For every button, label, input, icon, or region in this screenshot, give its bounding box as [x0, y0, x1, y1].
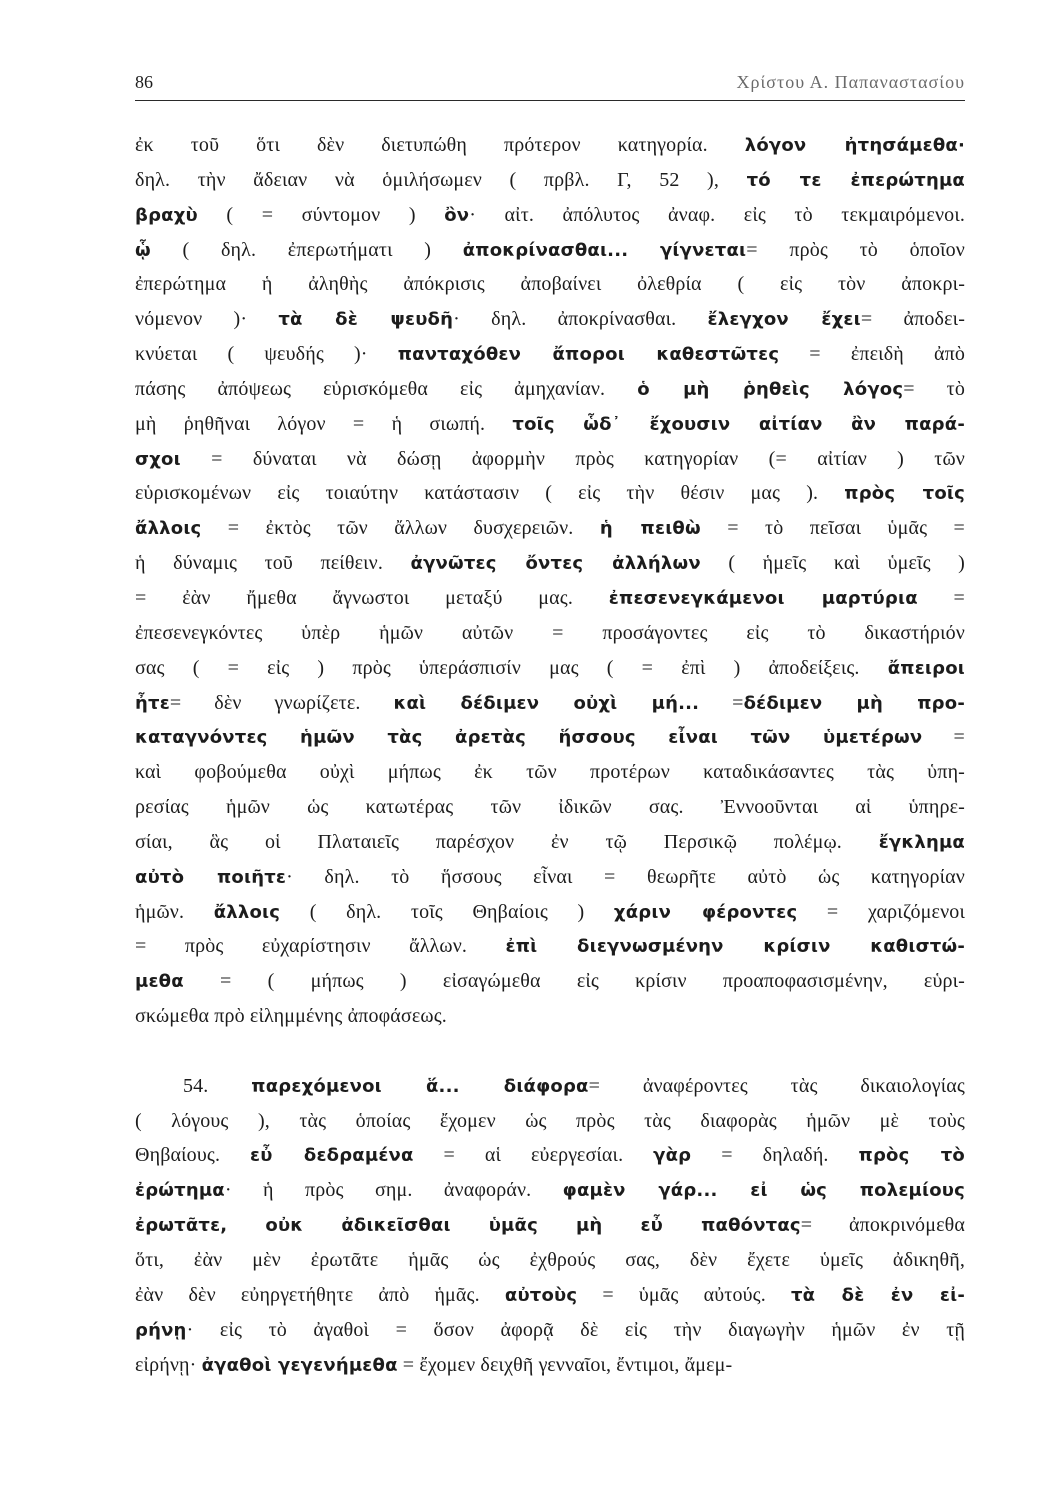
- gloss-text: = ἐκτὸς τῶν ἄλλων δυσχερειῶν.: [201, 517, 600, 540]
- gloss-text: καὶ φοβούμεθα οὐχὶ μήπως ἐκ τῶν προτέρων καταδικάσαντες τὰς ὑπη-: [135, 761, 965, 784]
- text-line: [135, 1243, 965, 1278]
- lemma-text: εὖ δεδραμένα: [250, 1145, 414, 1167]
- lemma-text: ἀγνῶτες ὄντες ἀλλήλων: [410, 553, 701, 575]
- gloss-text: σίαι, ἃς οἱ Πλαταιεῖς παρέσχον ἐν τῷ Περσικῷ πολέμῳ.: [135, 830, 879, 853]
- text-line: [135, 790, 965, 825]
- text-line: [135, 372, 965, 407]
- lemma-text: ἄλλοις: [213, 901, 281, 923]
- gloss-text: · αἰτ. ἀπόλυτος ἀναφ. εἰς τὸ τεκμαιρόμενοι.: [469, 203, 965, 226]
- lemma-text: πρὸς τοῖς: [844, 483, 965, 505]
- text-line: [135, 964, 965, 999]
- lemma-text: τὰ δὲ ψευδῆ: [278, 309, 454, 331]
- lemma-text: ἔλεγχον ἔχει: [707, 309, 861, 331]
- text-line: [135, 442, 965, 477]
- lemma-text: αὐτὸ ποιῆτε: [135, 866, 287, 888]
- text-line: [135, 929, 965, 964]
- gloss-text: = τὸ: [903, 377, 966, 400]
- lemma-text: τὰ δὲ ἐν εἰ-: [790, 1284, 965, 1306]
- gloss-text: = ἀναφέροντες τὰς δικαιολογίας: [588, 1074, 965, 1097]
- commentary-text: [135, 128, 965, 1382]
- text-line: [135, 1069, 965, 1104]
- lemma-text: ρήνῃ: [135, 1319, 187, 1341]
- gloss-text: ἐπερώτημα ἡ ἀληθὴς ἀπόκρισις ἀποβαίνει ὀλεθρία ( εἰς τὸν ἀποκρι-: [135, 273, 965, 296]
- gloss-text: · εἰς τὸ ἀγαθοὶ = ὅσον ἀφορᾷ δὲ εἰς τὴν διαγωγὴν ἡμῶν ἐν τῇ: [186, 1318, 965, 1341]
- text-line: [135, 546, 965, 581]
- gloss-text: ὅτι, ἐὰν μὲν ἐρωτᾶτε ἡμᾶς ὡς ἐχθρούς σας, δὲν ἔχετε ὑμεῖς ἀδικηθῆ,: [135, 1249, 965, 1271]
- lemma-text: ἐρώτημα: [135, 1180, 225, 1202]
- lemma-text: γὰρ: [653, 1145, 692, 1167]
- gloss-text: Θηβαίους.: [135, 1144, 251, 1167]
- text-line: [135, 198, 965, 233]
- text-line: [135, 825, 965, 860]
- gloss-text: ἡ δύναμις τοῦ πείθειν.: [135, 552, 411, 575]
- lemma-text: σχοι: [135, 448, 181, 470]
- running-head-author: Χρίστου Α. Παπαναστασίου: [736, 72, 965, 92]
- gloss-text: = ἔχομεν δειχθῆ γενναῖοι, ἔντιμοι, ἄμεμ-: [397, 1353, 733, 1376]
- text-line: [135, 1173, 965, 1208]
- text-line: [135, 581, 965, 616]
- gloss-text: δηλ. τὴν ἄδειαν νὰ ὁμιλήσωμεν ( πρβλ. Γ, 52 ),: [135, 168, 747, 191]
- text-line: [135, 511, 965, 546]
- lemma-text: γίγνεται: [659, 239, 747, 261]
- gloss-text: = πρὸς εὐχαρίστησιν ἄλλων.: [135, 935, 506, 958]
- gloss-text: ρεσίας ἡμῶν ὡς κατωτέρας τῶν ἰδικῶν σας. Ἐννοοῦνται αἱ ὑπηρε-: [135, 796, 965, 819]
- lemma-text: ἦτε: [135, 692, 170, 714]
- lemma-text: παρεχόμενοι ἅ... διάφορα: [251, 1075, 589, 1097]
- lemma-text: ἄλλοις: [135, 518, 202, 540]
- gloss-text: εἰρήνῃ·: [135, 1353, 202, 1376]
- gloss-text: · δηλ. ἀποκρίνασθαι.: [453, 308, 708, 331]
- text-line: [135, 895, 965, 930]
- text-line: [135, 163, 965, 198]
- gloss-text: ( δηλ. ἐπερωτήματι ): [150, 238, 463, 261]
- gloss-text: ( δηλ. τοῖς Θηβαίοις ): [280, 900, 614, 923]
- gloss-text: σας ( = εἰς ) πρὸς ὑπεράσπισίν μας ( = ἐπὶ ) ἀποδείξεις.: [135, 656, 888, 679]
- text-line: [135, 1208, 965, 1243]
- gloss-text: =: [922, 726, 965, 749]
- running-head: [135, 70, 965, 101]
- text-line: [135, 233, 965, 268]
- gloss-text: = ὑμᾶς αὐτούς.: [577, 1283, 791, 1306]
- lemma-text: πανταχόθεν ἄποροι καθεστῶτες: [397, 344, 780, 366]
- gloss-text: ( λόγους ), τὰς ὁποίας ἔχομεν ὡς πρὸς τὰς διαφορὰς ἡμῶν μὲ τοὺς: [135, 1109, 965, 1132]
- lemma-text: τοῖς ὧδ᾽ ἔχουσιν αἰτίαν ἂν παρά-: [512, 413, 965, 435]
- lemma-text: ἄπειροι: [887, 657, 965, 679]
- text-line: [135, 128, 965, 163]
- lemma-text: ἀγαθοὶ γεγενήμεθα: [201, 1354, 398, 1376]
- gloss-text: = ( μήπως ) εἰσαγώμεθα εἰς κρίσιν προαποφασισμένην, εὑρι-: [183, 970, 965, 993]
- lemma-text: φαμὲν γάρ... εἰ ὡς πολεμίους: [562, 1180, 965, 1202]
- text-line: [135, 1313, 965, 1348]
- text-line: [135, 999, 965, 1034]
- lemma-text: χάριν φέροντες: [613, 901, 798, 923]
- gloss-text: μὴ ῥηθῆναι λόγον = ἡ σιωπή.: [135, 412, 513, 435]
- text-line: [135, 1104, 965, 1139]
- gloss-text: = χαριζόμενοι: [797, 900, 965, 923]
- text-line: [135, 267, 965, 302]
- gloss-text: = αἱ εὐεργεσίαι.: [413, 1144, 654, 1167]
- lemma-text: δέδιμεν μὴ προ-: [743, 692, 965, 714]
- gloss-text: ( = σύντομον ): [197, 203, 445, 226]
- gloss-text: σκώμεθα πρὸ εἰλημμένης ἀποφάσεως.: [135, 1005, 447, 1028]
- text-line: [135, 755, 965, 790]
- lemma-text: ἡ πειθὼ: [599, 518, 701, 540]
- text-line: [135, 476, 965, 511]
- gloss-text: · δηλ. τὸ ἥσσους εἶναι = θεωρῆτε αὐτὸ ὡς κατηγορίαν: [286, 865, 965, 888]
- lemma-text: καὶ δέδιμεν οὐχὶ μή...: [393, 692, 700, 714]
- gloss-text: εὑρισκομένων εἰς τοιαύτην κατάστασιν ( εἰς τὴν θέσιν μας ).: [135, 482, 845, 505]
- lemma-text: ὂν: [444, 204, 470, 226]
- text-line: [135, 651, 965, 686]
- gloss-text: = ἐὰν ἤμεθα ἄγνωστοι μεταξύ μας.: [135, 586, 609, 609]
- text-line: [135, 1278, 965, 1313]
- gloss-text: ἐκ τοῦ ὅτι δὲν διετυπώθη πρότερον κατηγορία.: [135, 134, 745, 156]
- gloss-text: πάσης ἀπόψεως εὑρισκόμεθα εἰς ἀμηχανίαν.: [135, 377, 638, 400]
- text-line: [135, 302, 965, 337]
- gloss-text: = δηλαδή.: [691, 1144, 859, 1167]
- lemma-text: τό τε ἐπερώτημα: [746, 169, 965, 191]
- lemma-text: λόγον ἠτησάμεθα·: [744, 135, 966, 156]
- gloss-text: [628, 239, 660, 261]
- lemma-text: ἀποκρίνασθαι...: [462, 239, 629, 261]
- paragraph-break: [135, 1034, 965, 1069]
- gloss-text: = ἀποκρινόμεθα: [800, 1214, 965, 1237]
- text-line: [135, 686, 965, 721]
- text-line: [135, 616, 965, 651]
- lemma-text: αὐτοὺς: [504, 1284, 578, 1306]
- gloss-text: = ἀποδει-: [860, 308, 965, 331]
- gloss-text: νόμενον )·: [135, 308, 279, 331]
- text-line: [135, 1138, 965, 1173]
- text-line: [135, 860, 965, 895]
- lemma-text: ἔγκλημα: [878, 831, 965, 853]
- gloss-text: ἐπεσενεγκόντες ὑπὲρ ἡμῶν αὐτῶν = προσάγοντες εἰς τὸ δικαστήριόν: [135, 621, 965, 644]
- gloss-text: ἐὰν δὲν εὐηργετήθητε ἀπὸ ἡμᾶς.: [135, 1283, 505, 1306]
- text-line: [135, 1348, 965, 1383]
- gloss-text: · ἡ πρὸς σημ. ἀναφοράν.: [224, 1179, 563, 1202]
- lemma-text: ἐπὶ διεγνωσμένην κρίσιν καθιστώ-: [505, 936, 966, 958]
- lemma-text: ᾧ: [135, 239, 151, 261]
- text-line: [135, 407, 965, 442]
- lemma-text: ὁ μὴ ῥηθεὶς λόγος: [637, 378, 904, 400]
- gloss-text: = πρὸς τὸ ὁποῖον: [746, 238, 965, 261]
- gloss-text: = τὸ πεῖσαι ὑμᾶς =: [700, 517, 965, 540]
- gloss-text: =: [917, 586, 965, 609]
- gloss-text: κνύεται ( ψευδής )·: [135, 343, 398, 366]
- text-line: [135, 337, 965, 372]
- gloss-text: = ἐπειδὴ ἀπὸ: [779, 343, 966, 366]
- gloss-text: ( ἡμεῖς καὶ ὑμεῖς ): [700, 552, 965, 575]
- lemma-text: ἐρωτᾶτε, οὐκ ἀδικεῖσθαι ὑμᾶς μὴ εὖ παθόντας: [135, 1215, 801, 1237]
- gloss-text: = δὲν γνωρίζετε.: [169, 691, 394, 714]
- lemma-text: καταγνόντες ἡμῶν τὰς ἀρετὰς ἥσσους εἶναι τῶν ὑμετέρων: [135, 727, 923, 749]
- lemma-text: ἐπεσενεγκάμενοι μαρτύρια: [608, 587, 918, 609]
- gloss-text: = δύναται νὰ δώσῃ ἀφορμὴν πρὸς κατηγορίαν (= αἰτίαν ) τῶν: [180, 447, 965, 470]
- gloss-text: 54.: [183, 1074, 252, 1097]
- gloss-text: =: [699, 691, 744, 714]
- lemma-text: πρὸς τὸ: [858, 1145, 965, 1167]
- text-line: [135, 720, 965, 755]
- lemma-text: βραχὺ: [135, 204, 198, 226]
- page-number: 86: [135, 72, 153, 92]
- lemma-text: μεθα: [135, 971, 184, 993]
- gloss-text: ἡμῶν.: [135, 900, 214, 923]
